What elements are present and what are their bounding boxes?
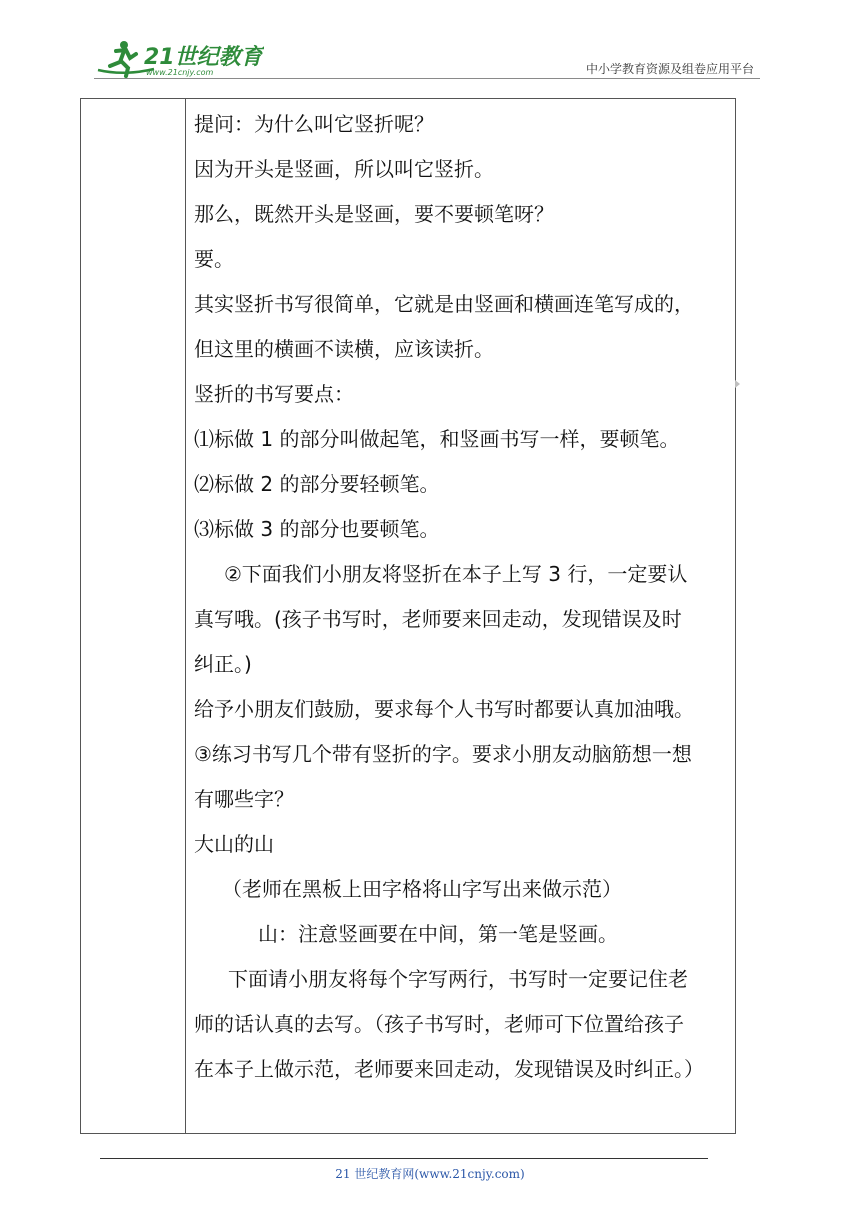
- text-line: ⑵标做 2 的部分要轻顿笔。: [194, 472, 440, 496]
- text-line: 有哪些字？: [194, 787, 294, 811]
- text-line: 要。: [194, 247, 234, 271]
- text-line: 纠正。): [194, 652, 252, 676]
- text-line: ②下面我们小朋友将竖折在本子上写 3 行，一定要认: [224, 562, 688, 586]
- site-logo: [94, 36, 264, 80]
- text-line: 师的话认真的去写。（孩子书写时，老师可下位置给孩子: [194, 1012, 684, 1036]
- text-line: 给予小朋友们鼓励，要求每个人书写时都要认真加油哦。: [194, 697, 694, 721]
- text-line: 提问：为什么叫它竖折呢？: [194, 112, 434, 136]
- text-line: ⑶标做 3 的部分也要顿笔。: [194, 517, 440, 541]
- text-line: 因为开头是竖画，所以叫它竖折。: [194, 157, 494, 181]
- logo-text: 21世纪教育: [144, 45, 263, 70]
- text-line: 其实竖折书写很简单，它就是由竖画和横画连笔写成的，: [194, 292, 694, 316]
- footer-divider: [100, 1158, 708, 1159]
- lesson-table: [80, 98, 736, 1134]
- text-line: ⑴标做 1 的部分叫做起笔，和竖画书写一样，要顿笔。: [194, 427, 680, 451]
- text-line: 但这里的横画不读横，应该读折。: [194, 337, 494, 361]
- header-divider: [94, 78, 760, 79]
- column-divider: [185, 99, 186, 1133]
- logo-url: www.21cnjy.com: [146, 68, 214, 77]
- footer-text: 21 世纪教育网(www.21cnjy.com): [335, 1167, 525, 1181]
- platform-name: 中小学教育资源及组卷应用平台: [585, 62, 754, 76]
- text-line: ③练习书写几个带有竖折的字。要求小朋友动脑筋想一想: [194, 742, 692, 766]
- text-line: 大山的山: [194, 832, 274, 856]
- text-line: 竖折的书写要点：: [194, 382, 354, 406]
- side-arrow-icon: [735, 380, 740, 388]
- text-line: 在本子上做示范，老师要来回走动，发现错误及时纠正。）: [194, 1057, 704, 1081]
- text-line: （老师在黑板上田字格将山字写出来做示范）: [222, 877, 622, 901]
- lesson-content: [194, 99, 734, 1092]
- text-line: 真写哦。(孩子书写时，老师要来回走动，发现错误及时: [194, 607, 682, 631]
- text-line: 那么，既然开头是竖画，要不要顿笔呀？: [194, 202, 554, 226]
- text-line: 山：注意竖画要在中间，第一笔是竖画。: [258, 922, 618, 946]
- text-line: 下面请小朋友将每个字写两行，书写时一定要记住老: [228, 967, 688, 991]
